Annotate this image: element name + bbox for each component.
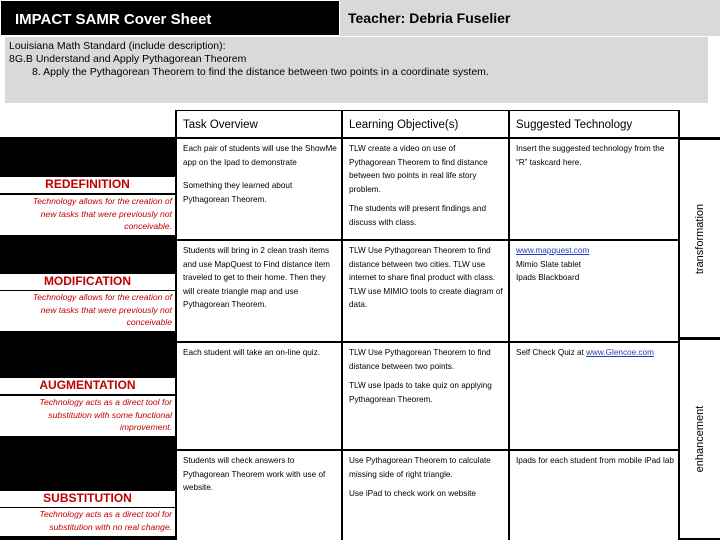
modification-objective: TLW Use Pythagorean Theorem to find distance between two cities. TLW use internet to share final product with class. TLW use MIMIO tools to create diagram of data.: [343, 241, 508, 341]
level-title-substitution: SUBSTITUTION: [0, 491, 175, 507]
standard-detail: 8. Apply the Pythagorean Theorem to find the distance between two points in a coordinate system.: [32, 66, 489, 78]
glencoe-link[interactable]: www.Glencoe.com: [586, 348, 654, 357]
mapquest-link[interactable]: www.mapquest.com: [516, 246, 590, 255]
redefinition-task: Each pair of students will use the ShowMe app on the Ipad to demonstrate Something they learned about Pythagorean Theorem.: [177, 139, 341, 239]
augmentation-task: Each student will take an on-line quiz.: [177, 343, 341, 449]
column-header-technology: Suggested Technology: [510, 111, 678, 137]
side-label-transformation: transformation: [680, 140, 720, 337]
substitution-technology: Ipads for each student from mobile iPad lab: [510, 451, 678, 540]
standard-box: [5, 37, 708, 103]
level-desc-substitution: Technology acts as a direct tool for substitution with no real change.: [0, 508, 175, 536]
substitution-objective: Use Pythagorean Theorem to calculate missing side of right triangle. Use iPad to check work on website: [343, 451, 508, 540]
level-title-redefinition: REDEFINITION: [0, 177, 175, 193]
standard-code: 8G.B Understand and Apply Pythagorean Theorem: [9, 53, 247, 65]
standard-label: Louisiana Math Standard (include description):: [9, 40, 226, 52]
column-header-objective: Learning Objective(s): [343, 111, 508, 137]
samr-table: [175, 110, 680, 540]
level-title-modification: MODIFICATION: [0, 274, 175, 290]
redefinition-technology: Insert the suggested technology from the “R” taskcard here.: [510, 139, 678, 239]
page-title: IMPACT SAMR Cover Sheet: [0, 0, 340, 36]
augmentation-technology: Self Check Quiz at www.Glencoe.com: [510, 343, 678, 449]
level-desc-modification: Technology allows for the creation of new tasks that were previously not conceivable: [0, 291, 175, 331]
augmentation-objective: TLW Use Pythagorean Theorem to find distance between two points. TLW use Ipads to take quiz on applying Pythagorean Theorem.: [343, 343, 508, 449]
side-label-enhancement: enhancement: [680, 340, 720, 538]
modification-technology: www.mapquest.com Mimio Slate tablet Ipads Blackboard: [510, 241, 678, 341]
substitution-task: Students will check answers to Pythagorean Theorem work with use of website.: [177, 451, 341, 540]
modification-task: Students will bring in 2 clean trash items and use MapQuest to Find distance item traveled to get to their home. Then they will create triangle map and use Pythagorean Theorem.: [177, 241, 341, 341]
level-desc-augmentation: Technology acts as a direct tool for substitution with some functional improvement.: [0, 396, 175, 436]
column-header-task: Task Overview: [177, 111, 341, 137]
teacher-name: Teacher: Debria Fuselier: [340, 0, 720, 36]
redefinition-objective: TLW create a video on use of Pythagorean Theorem to find distance between two points in real life story problem. The students will present findings and discuss with class.: [343, 139, 508, 239]
level-desc-redefinition: Technology allows for the creation of new tasks that were previously not conceivable.: [0, 195, 175, 235]
level-title-augmentation: AUGMENTATION: [0, 378, 175, 394]
